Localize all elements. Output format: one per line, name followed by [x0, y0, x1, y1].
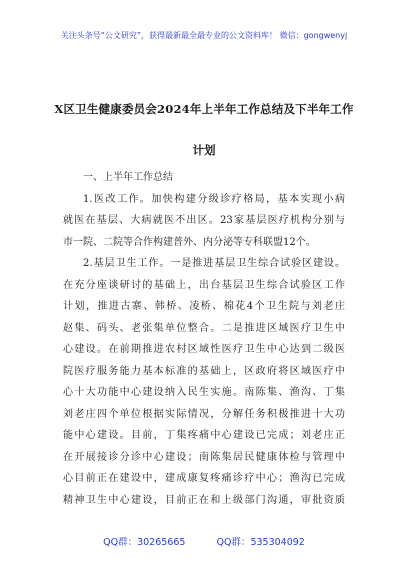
document-body: [63, 167, 345, 511]
paragraph-line: 刘老庄四个单位根据实际情况，分解任务积极推进十大功: [63, 408, 345, 420]
document-title-continued: 计划: [192, 143, 216, 157]
paragraph-line: 心目前正在建设中，建成康复疼痛诊疗中心；渔沟已完成: [63, 473, 345, 484]
paragraph-line: 就医在基层、大病就医不出区。23家基层医疗机构分别与: [63, 215, 345, 226]
paragraph-line: 精神卫生中心建设，目前正在和上级部门沟通，审批资质: [63, 494, 345, 506]
promo-banner: 关注头条号“公文研究”，获得最新最全最专业的公文资料库！ 微信：gongwenyj: [60, 31, 348, 40]
paragraph-line: 市一院、二院等合作构建普外、内分泌等专科联盟12个。: [63, 236, 316, 248]
qq-group-2: QQ群：535304092: [216, 537, 305, 548]
qq-group-footer: [0, 534, 408, 548]
paragraph-line: 计划，推进古寨、韩桥、凌桥、棉花4个卫生院与刘老庄: [63, 301, 345, 312]
paragraph-line: 赵集、码头、老张集单位整合。二是推进区域医疗卫生中: [63, 322, 345, 334]
section-heading: 一、上半年工作总结: [83, 172, 173, 183]
paragraph-line: 能中心建设。目前，丁集疼痛中心建设已完成；刘老庄正: [63, 430, 345, 441]
document-title: X区卫生健康委员会2024年上半年工作总结及下半年工作: [54, 102, 354, 116]
paragraph-line: 心建设。在前期推进农村区域性医疗卫生中心达到二级医: [63, 344, 345, 355]
paragraph-line: 2.基层卫生工作。一是推进基层卫生综合试验区建设。: [83, 258, 345, 269]
paragraph-line: 院医疗服务能力基本标准的基础上，区政府将区域医疗中: [63, 365, 345, 377]
paragraph-line: 心十大功能中心建设纳入民生实施。南陈集、渔沟、丁集: [63, 387, 345, 398]
qq-group-1: QQ群：30265665: [103, 537, 186, 548]
paragraph-line: 在开展接诊分诊中心建设；南陈集居民健康体检与管理中: [63, 451, 345, 463]
paragraph-line: 在充分座谈研讨的基础上，出台基层卫生综合试验区工作: [63, 279, 345, 291]
paragraph-line: 1.医改工作。加快构建分级诊疗格局，基本实现小病: [83, 193, 345, 205]
